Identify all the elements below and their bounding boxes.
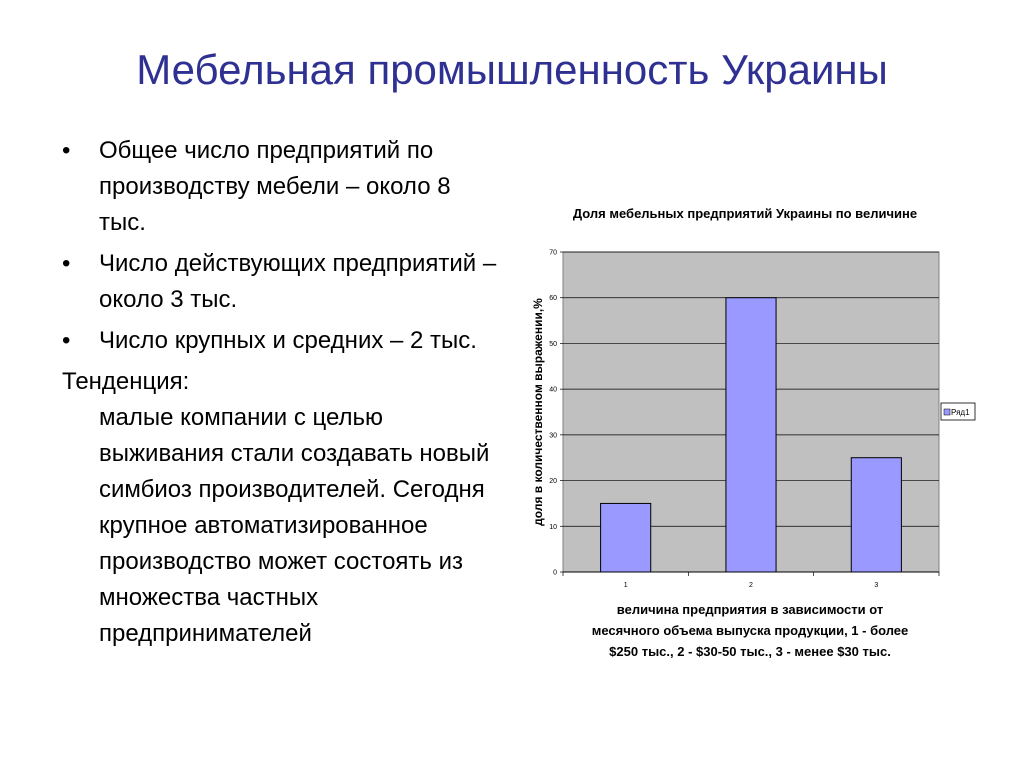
y-tick-label: 30 <box>549 432 557 440</box>
bullet-text: Общее число предприятий по производству мебели – около 8 тыс. <box>99 137 451 236</box>
chart-title: Доля мебельных предприятий Украины по величине <box>572 206 918 221</box>
y-tick-label: 20 <box>549 478 557 486</box>
legend <box>941 403 975 420</box>
x-tick-label: 3 <box>874 582 879 589</box>
trend-text: малые компании с целью выживания стали создавать новый симбиоз производителей. Сегодня крупное автоматизированное производство может состоять из множества частных предпринимателей <box>99 404 490 647</box>
x-axis-label-line: величина предприятия в зависимости от <box>616 602 884 617</box>
bar <box>726 298 776 572</box>
x-tick-label: 1 <box>623 582 628 589</box>
bullet-icon: • <box>62 327 71 354</box>
legend-label: Ряд1 <box>951 408 970 417</box>
y-tick-label: 60 <box>549 295 557 303</box>
bar <box>851 458 901 572</box>
x-axis-label <box>592 602 909 659</box>
x-axis-ticks <box>563 572 939 589</box>
bullet-icon: • <box>62 137 71 164</box>
y-tick-label: 70 <box>549 249 557 257</box>
x-axis-label-line: месячного объема выпуска продукции, 1 - более <box>591 623 909 638</box>
bar <box>601 503 651 572</box>
bullet-text: Число крупных и средних – 2 тыс. <box>99 327 477 354</box>
legend-swatch <box>944 409 950 415</box>
y-tick-label: 50 <box>549 340 557 348</box>
x-tick-label: 2 <box>749 582 753 589</box>
x-axis-label-line: $250 тыс., 2 - $30-50 тыс., 3 - менее $30 тыс. <box>609 644 891 659</box>
bullet-text: Число действующих предприятий – около 3 тыс. <box>99 250 497 313</box>
y-tick-label: 0 <box>553 569 557 577</box>
y-tick-label: 10 <box>549 523 557 531</box>
y-axis-ticks <box>549 250 563 577</box>
y-axis-label: доля в количественном выражении,% <box>531 298 545 526</box>
slide-title: Мебельная промышленность Украины <box>136 46 888 93</box>
y-tick-label: 40 <box>549 386 557 394</box>
bullet-icon: • <box>62 250 71 277</box>
trend-heading: Тенденция: <box>62 368 190 395</box>
